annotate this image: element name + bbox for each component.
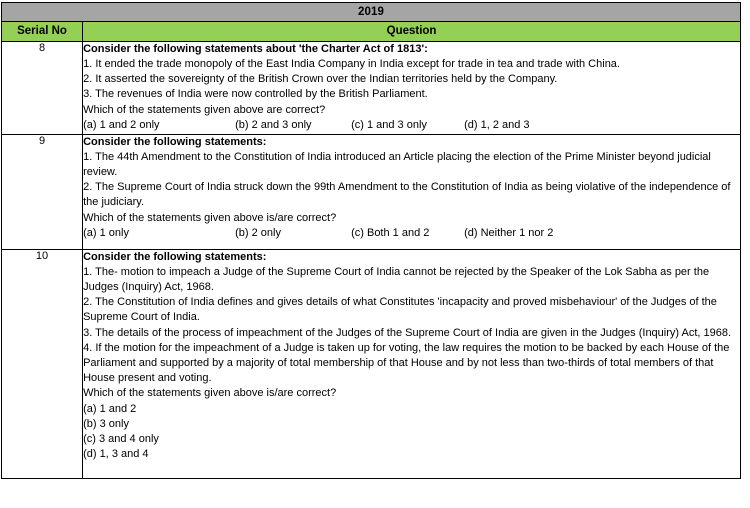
option-b[interactable]: (b) 3 only [83, 417, 129, 430]
question-statement: 4. If the motion for the impeachment of a Judge is taken up for voting, the law requires the motion to be backed by each House of the Parliament and supported by a majority of total membership of that House and by not less than two-thirds of total members of that House present and voting. [83, 341, 730, 385]
option-d[interactable]: (d) 1, 3 and 4 [83, 448, 149, 461]
question-statement: 2. It asserted the sovereignty of the British Crown over the Indian territories held by the Company. [83, 73, 558, 86]
option-c[interactable]: (c) 3 and 4 only [83, 433, 159, 446]
serial-number-cell: 9 [2, 134, 83, 249]
option-a[interactable]: (a) 1 and 2 only [83, 118, 160, 131]
serial-number-cell: 8 [2, 42, 83, 135]
question-options [83, 226, 740, 242]
table-row [2, 249, 741, 478]
question-statement: 3. The details of the process of impeachment of the Judges of the Supreme Court of India are given in the Judges (Inquiry) Act, 1968. [83, 326, 732, 339]
serial-number-cell: 10 [2, 249, 83, 478]
question-prompt: Which of the statements given above is/are correct? [83, 211, 337, 224]
table-title: 2019 [2, 3, 741, 22]
question-statement: 2. The Constitution of India defines and gives details of what Constitutes 'incapacity and proved misbehaviour' of the Judges of the Supreme Court of India. [83, 296, 717, 324]
question-statement: 1. It ended the trade monopoly of the East India Company in India except for trade in tea and trade with China. [83, 58, 620, 70]
question-heading: Consider the following statements about 'the Charter Act of 1813': [83, 43, 428, 55]
option-d[interactable]: (d) 1, 2 and 3 [464, 118, 530, 131]
question-prompt: Which of the statements given above are correct? [83, 103, 326, 116]
table-row [2, 42, 741, 135]
table-title-row [2, 3, 741, 22]
question-options [83, 118, 740, 134]
question-statement: 1. The- motion to impeach a Judge of the Supreme Court of India cannot be rejected by the Speaker of the Lok Sabha as per the Judges (Inquiry) Act, 1968. [83, 265, 710, 294]
question-prompt: Which of the statements given above is/are correct? [83, 387, 337, 400]
questions-table [1, 2, 741, 479]
table-header-row [2, 22, 741, 42]
question-statement: 2. The Supreme Court of India struck down the 99th Amendment to the Constitution of India as being violative of the independence of the judiciary. [83, 181, 731, 209]
question-cell [83, 42, 741, 135]
question-heading: Consider the following statements: [83, 250, 267, 263]
question-statement: 1. The 44th Amendment to the Constitution of India introduced an Article placing the election of the Prime Minister beyond judicial review. [83, 150, 711, 179]
question-options [83, 402, 740, 463]
option-b[interactable]: (b) 2 only [235, 226, 281, 239]
question-cell [83, 134, 741, 249]
question-statement: 3. The revenues of India were now controlled by the British Parliament. [83, 88, 428, 101]
table-row [2, 134, 741, 249]
column-header-question: Question [83, 22, 741, 42]
question-heading: Consider the following statements: [83, 135, 267, 148]
option-d[interactable]: (d) Neither 1 nor 2 [464, 226, 554, 239]
option-a[interactable]: (a) 1 only [83, 226, 129, 239]
question-table-sheet [0, 2, 750, 508]
option-b[interactable]: (b) 2 and 3 only [235, 118, 312, 131]
column-header-serial-no: Serial No [2, 22, 83, 42]
option-c[interactable]: (c) 1 and 3 only [351, 118, 427, 131]
option-a[interactable]: (a) 1 and 2 [83, 402, 137, 415]
option-c[interactable]: (c) Both 1 and 2 [351, 226, 430, 239]
question-cell [83, 249, 741, 478]
